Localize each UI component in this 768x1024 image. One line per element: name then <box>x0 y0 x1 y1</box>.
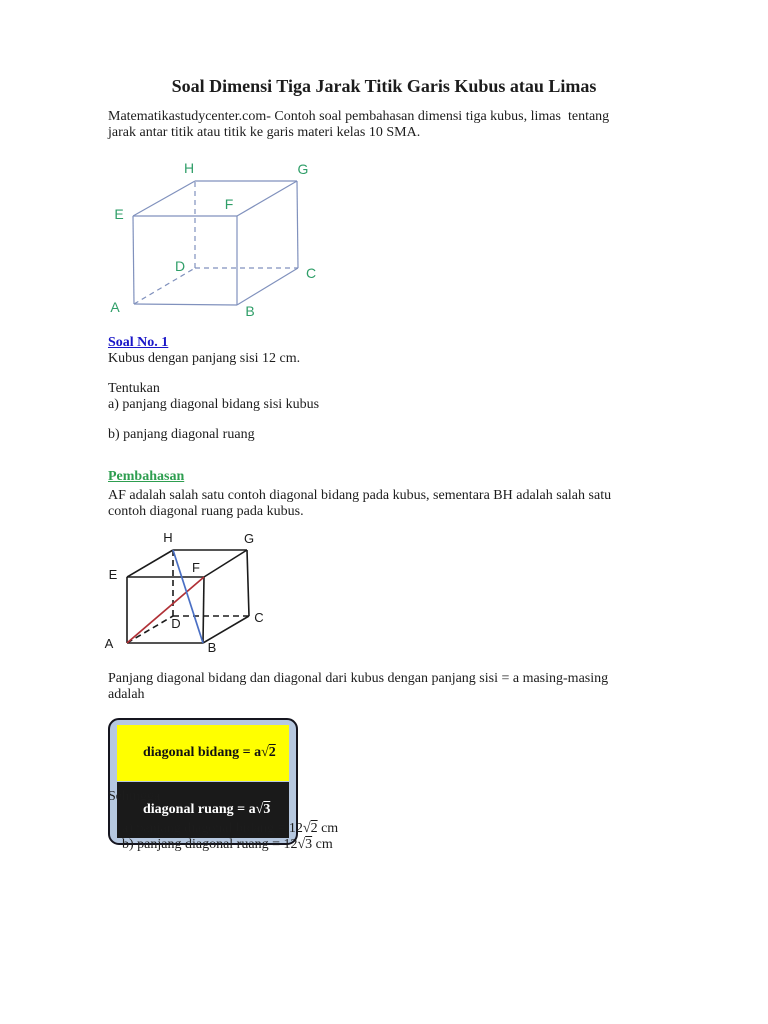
formula-row-diagonal-bidang <box>117 725 289 781</box>
cube1-solid-edges <box>133 181 298 305</box>
edge-eh <box>127 550 173 577</box>
intro-line-2: jarak antar titik atau titik ke garis materi kelas 10 SMA. <box>108 125 421 140</box>
problem-item-b: b) panjang diagonal ruang <box>108 427 255 442</box>
page-title: Soal Dimensi Tiga Jarak Titik Garis Kubus atau Limas <box>171 76 597 96</box>
vertex-label-d: D <box>174 258 186 274</box>
discussion-heading: Pembahasan <box>108 469 185 484</box>
vertex-label-c: C <box>254 610 264 625</box>
vertex-label-e: E <box>108 567 118 582</box>
edge-bc <box>237 268 298 305</box>
discussion-line-1: AF adalah salah satu contoh diagonal bidang pada kubus, sementara BH adalah salah satu <box>108 488 612 503</box>
discussion-line-2: contoh diagonal ruang pada kubus. <box>108 504 304 519</box>
formula-intro-paragraph <box>108 671 608 703</box>
vertex-label-f: F <box>192 560 200 575</box>
formula-ruang-radicand: 3 <box>263 802 271 817</box>
edge-ea <box>133 216 134 304</box>
problem-heading: Soal No. 1 <box>108 335 169 350</box>
vertex-label-h: H <box>183 160 195 176</box>
formula-intro-line-1: Panjang diagonal bidang dan diagonal dari kubus dengan panjang sisi = a masing-masing <box>108 671 609 686</box>
intro-line-1: Matematikastudycenter.com- Contoh soal pembahasan dimensi tiga kubus, limas tentang <box>108 109 610 124</box>
problem-statement: Kubus dengan panjang sisi 12 cm. <box>108 351 301 366</box>
edge-fg <box>204 550 247 577</box>
edge-eh <box>133 181 195 216</box>
vertex-label-e: E <box>114 206 124 222</box>
vertex-label-g: G <box>297 161 309 177</box>
cube-diagram-1 <box>100 160 322 320</box>
edge-fg <box>237 181 297 216</box>
conclusion-a-unit: cm <box>317 821 339 836</box>
conclusion-b-unit: cm <box>312 837 333 852</box>
vertex-label-g: G <box>243 531 255 546</box>
edge-gc <box>247 550 249 616</box>
formula-bidang-text: diagonal bidang = a√ <box>143 745 269 760</box>
vertex-label-a: A <box>104 636 114 651</box>
problem-prompt: Tentukan <box>108 381 160 396</box>
conclusion-b-radicand: 3 <box>305 837 313 852</box>
edge-bc <box>203 616 249 643</box>
conclusion-item-b <box>108 821 333 869</box>
edge-gc <box>297 181 298 268</box>
vertex-label-b: B <box>207 640 217 655</box>
intro-paragraph <box>108 109 609 141</box>
conclusion-heading: Sehingga <box>108 789 161 804</box>
conclusion-a-radicand: 2 <box>310 821 318 836</box>
cube-diagram-2 <box>100 530 272 658</box>
formula-bidang-radicand: 2 <box>268 745 276 760</box>
formula-ruang-text: diagonal ruang = a√ <box>143 802 264 817</box>
vertex-label-b: B <box>245 303 255 319</box>
vertex-label-d: D <box>171 616 181 631</box>
edge-fb <box>203 577 204 643</box>
vertex-label-c: C <box>305 265 317 281</box>
conclusion-b-text: b) panjang diagonal ruang = 12√ <box>122 837 306 852</box>
edge-ab <box>134 304 237 305</box>
cube1-hidden-edges <box>134 181 298 304</box>
vertex-label-h: H <box>163 530 173 545</box>
edge-ad-hidden <box>127 616 173 643</box>
cube2-vertex-labels <box>105 530 264 655</box>
edge-ad-hidden <box>134 268 195 304</box>
vertex-label-a: A <box>110 299 120 315</box>
conclusion-a-text: a) panjang diagonal bidang = 12√ <box>122 821 311 836</box>
vertex-label-f: F <box>224 196 234 212</box>
cube1-vertex-labels <box>110 160 316 319</box>
discussion-paragraph <box>108 488 611 520</box>
formula-intro-line-2: adalah <box>108 687 145 702</box>
problem-item-a: a) panjang diagonal bidang sisi kubus <box>108 397 320 412</box>
